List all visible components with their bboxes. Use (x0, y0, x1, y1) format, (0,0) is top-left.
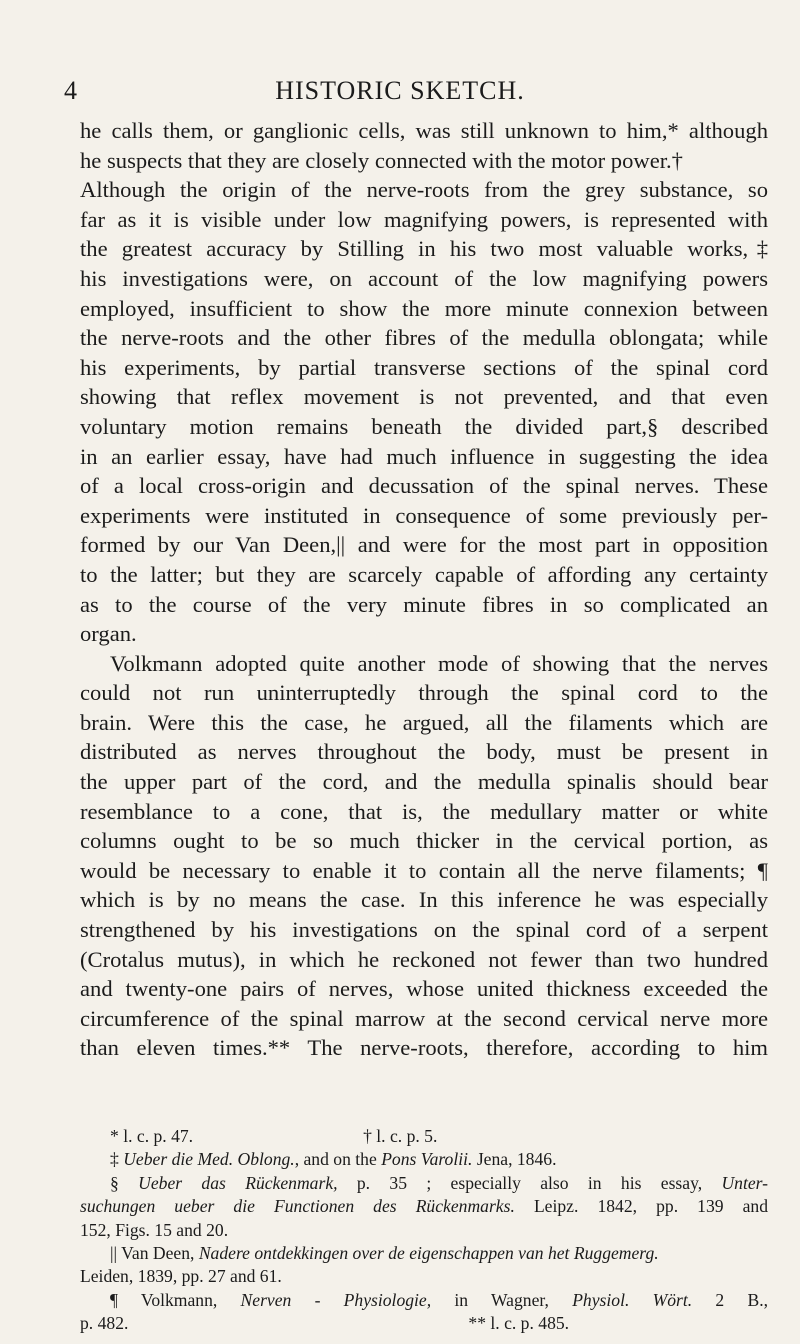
body-text (80, 116, 768, 1063)
footnote-text: Leipz. 1842, pp. 139 and (514, 1196, 769, 1217)
footnote-title: Pons Varolii. (381, 1149, 473, 1170)
footnote-title: Physiol. Wört. (572, 1289, 693, 1310)
body-line: strengthened by his investigations on the spinal cord of a serpent (80, 917, 768, 943)
body-line: the upper part of the cord, and the medulla spinalis should bear (80, 769, 768, 795)
body-line: organ. (80, 621, 137, 647)
footnote-text: Leiden, 1839, pp. 27 and 61. (80, 1266, 282, 1287)
body-line: brain. Were this the case, he argued, all the filaments which are (80, 709, 768, 735)
footnote-line (80, 1289, 768, 1312)
footnote-line (80, 1195, 768, 1218)
page-header (64, 76, 736, 110)
body-line: and twenty-one pairs of nerves, whose united thickness exceeded the (80, 976, 768, 1002)
footnote-text: p. 35 ; especially also in his essay, (337, 1172, 722, 1193)
body-line: far as it is visible under low magnifying powers, is represented with (80, 206, 768, 232)
body-line: (Crotalus mutus), in which he reckoned not fewer than two hundred (80, 946, 768, 972)
footnote-line (80, 1242, 768, 1265)
body-line: resemblance to a cone, that is, the medullary matter or white (80, 798, 768, 824)
body-line: which is by no means the case. In this inference he was especially (80, 887, 768, 913)
footnote-mark: ¶ Volkmann, (110, 1289, 241, 1310)
footnote-mark: § (110, 1172, 139, 1193)
body-line: experiments were instituted in consequence of some previously per- (80, 502, 768, 528)
footnote-text: , and on the (294, 1149, 382, 1170)
footnote-line (80, 1219, 768, 1242)
body-line: than eleven times.** The nerve-roots, therefore, according to him (80, 1035, 768, 1061)
footnote-mark: || Van Deen, (110, 1242, 199, 1263)
body-line: would be necessary to enable it to contain all the nerve filaments; ¶ (80, 857, 768, 883)
footnote-line (80, 1125, 768, 1148)
body-line: his investigations were, on account of the low magnifying powers (80, 265, 768, 291)
footnote-title: Unter- (721, 1172, 769, 1193)
footnote-line (80, 1312, 768, 1335)
body-line: to the latter; but they are scarcely capable of affording any certainty (80, 561, 768, 587)
footnote-title: Nadere ontdekkingen over de eigenschappen van het Ruggemerg. (198, 1242, 659, 1263)
body-line: formed by our Van Deen,|| and were for the most part in opposition (80, 532, 768, 558)
body-line: circumference of the spinal marrow at the second cervical nerve more (80, 1005, 768, 1031)
footnote-title: suchungen ueber die Functionen des Rückenmarks. (80, 1196, 515, 1217)
page-number: 4 (64, 76, 77, 105)
footnote-title: Ueber die Med. Oblong. (123, 1149, 295, 1170)
footnote-1: * l. c. p. 47. (110, 1126, 194, 1146)
footnote-line (80, 1172, 768, 1195)
body-line: voluntary motion remains beneath the divided part,§ described (80, 413, 768, 439)
footnote-title: Nerven - Physiologie, (240, 1289, 432, 1310)
body-line: the nerve-roots and the other fibres of the medulla oblongata; while (80, 325, 768, 351)
footnote-2: † l. c. p. 5. (363, 1126, 438, 1146)
body-line: the greatest accuracy by Stilling in his two most valuable works,‡ (80, 236, 768, 262)
body-line: he calls them, or ganglionic cells, was still unknown to him,* although (80, 118, 768, 143)
body-line: distributed as nerves throughout the body, must be present in (80, 739, 768, 765)
body-line: Although the origin of the nerve-roots from the grey substance, so (80, 177, 768, 203)
body-line: employed, insufficient to show the more minute connexion between (80, 295, 768, 321)
footnotes (80, 1125, 768, 1336)
footnote-line (80, 1265, 768, 1288)
footnote-text: 152, Figs. 15 and 20. (80, 1219, 229, 1240)
body-line: his experiments, by partial transverse sections of the spinal cord (80, 354, 768, 380)
body-line: in an earlier essay, have had much influence in suggesting the idea (80, 443, 768, 469)
footnote-line (80, 1148, 768, 1171)
body-line: Volkmann adopted quite another mode of showing that the nerves (110, 650, 768, 676)
footnote-text: Jena, 1846. (472, 1149, 557, 1170)
footnote-title: Ueber das Rückenmark, (138, 1172, 338, 1193)
footnote-mark: ‡ (110, 1149, 124, 1170)
running-title: HISTORIC SKETCH. (275, 76, 525, 105)
footnote-text: ** l. c. p. 485. (468, 1313, 570, 1334)
body-line: as to the course of the very minute fibres in so complicated an (80, 591, 768, 617)
body-line: he suspects that they are closely connected with the motor power.† (80, 147, 683, 173)
body-line: of a local cross-origin and decussation of the spinal nerves. These (80, 473, 768, 499)
footnote-text: in Wagner, (431, 1289, 573, 1310)
footnote-text: p. 482. (80, 1313, 129, 1334)
body-line: could not run uninterruptedly through the spinal cord to the (80, 680, 768, 706)
body-line: columns ought to be so much thicker in the cervical portion, as (80, 828, 768, 854)
footnote-text: 2 B., (692, 1289, 768, 1310)
body-line: showing that reflex movement is not prevented, and that even (80, 384, 768, 410)
